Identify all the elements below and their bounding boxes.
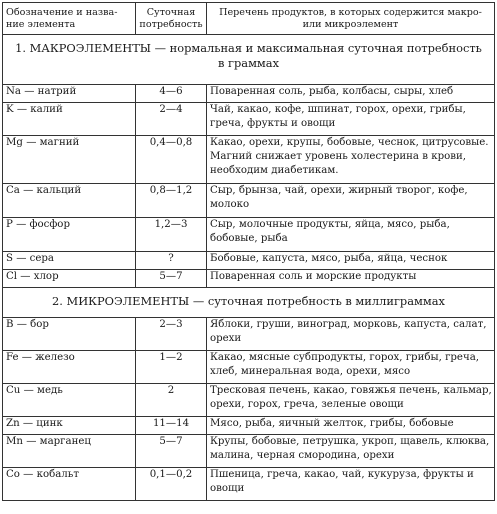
element-cell: S — сера [3, 252, 136, 270]
element-cell: Cl — хлор [3, 270, 136, 288]
products-cell: Яблоки, груши, виноград, морковь, капуста, салат, орехи [207, 318, 495, 351]
table-row [3, 136, 495, 184]
products-cell: Поваренная соль и морские продукты [207, 270, 495, 288]
table-row [3, 435, 495, 468]
products-cell: Чай, какао, кофе, шпинат, горох, орехи, грибы, греча, фрукты и овощи [207, 103, 495, 136]
section-macro-row [3, 35, 495, 85]
products-cell: Сыр, молочные продукты, яйца, мясо, рыба, бобовые, рыба [207, 218, 495, 252]
amount-cell: 5—7 [136, 435, 207, 468]
products-cell: Мясо, рыба, яичный желток, грибы, бобовые [207, 417, 495, 435]
table-row [3, 218, 495, 252]
header-element: Обозначение и назва-ние элемента [3, 3, 136, 35]
products-cell: Бобовые, капуста, мясо, рыба, яйца, чеснок [207, 252, 495, 270]
products-cell: Пшеница, греча, какао, чай, кукуруза, фрукты и овощи [207, 468, 495, 501]
section-title-micro: 2. МИКРОЭЛЕМЕНТЫ — суточная потребность в миллиграммах [3, 288, 495, 318]
products-cell: Какао, орехи, крупы, бобовые, чеснок, цитрусовые. Магний снижает уровень холестерина в крови, необходим диабетикам. [207, 136, 495, 184]
products-cell: Поваренная соль, рыба, колбасы, сыры, хлеб [207, 85, 495, 103]
element-cell: Cu — медь [3, 384, 136, 417]
amount-cell: 2—4 [136, 103, 207, 136]
header-row [3, 3, 495, 35]
amount-cell: 5—7 [136, 270, 207, 288]
element-cell: K — калий [3, 103, 136, 136]
section-micro-row [3, 288, 495, 318]
element-cell: B — бор [3, 318, 136, 351]
amount-cell: 4—6 [136, 85, 207, 103]
amount-cell: 0,8—1,2 [136, 184, 207, 218]
table-row [3, 270, 495, 288]
table-row [3, 318, 495, 351]
products-cell: Тресковая печень, какао, говяжья печень, кальмар, орехи, горох, греча, зеленые овощи [207, 384, 495, 417]
amount-cell: 1,2—3 [136, 218, 207, 252]
table-row [3, 384, 495, 417]
amount-cell: 0,4—0,8 [136, 136, 207, 184]
amount-cell: ? [136, 252, 207, 270]
products-cell: Крупы, бобовые, петрушка, укроп, щавель, клюква, малина, черная смородина, орехи [207, 435, 495, 468]
element-cell: Zn — цинк [3, 417, 136, 435]
products-cell: Сыр, брынза, чай, орехи, жирный творог, кофе, молоко [207, 184, 495, 218]
element-cell: Ca — кальций [3, 184, 136, 218]
header-products: Перечень продуктов, в которых содержится макро- или микроэлемент [207, 3, 495, 35]
table-row [3, 184, 495, 218]
table-row [3, 468, 495, 501]
table-row [3, 351, 495, 384]
header-daily-need: Суточная потребность [136, 3, 207, 35]
table-row [3, 252, 495, 270]
element-cell: P — фосфор [3, 218, 136, 252]
products-cell: Какао, мясные субпродукты, горох, грибы, греча, хлеб, минеральная вода, орехи, мясо [207, 351, 495, 384]
element-cell: Mn — марганец [3, 435, 136, 468]
elements-table [2, 2, 495, 501]
table-row [3, 103, 495, 136]
element-cell: Fe — железо [3, 351, 136, 384]
amount-cell: 2 [136, 384, 207, 417]
amount-cell: 1—2 [136, 351, 207, 384]
element-cell: Co — кобальт [3, 468, 136, 501]
table-row [3, 85, 495, 103]
section-title-macro: 1. МАКРОЭЛЕМЕНТЫ — нормальная и максимальная суточная потребность в граммах [3, 35, 495, 85]
table-row [3, 417, 495, 435]
amount-cell: 0,1—0,2 [136, 468, 207, 501]
element-cell: Mg — магний [3, 136, 136, 184]
amount-cell: 2—3 [136, 318, 207, 351]
amount-cell: 11—14 [136, 417, 207, 435]
element-cell: Na — натрий [3, 85, 136, 103]
